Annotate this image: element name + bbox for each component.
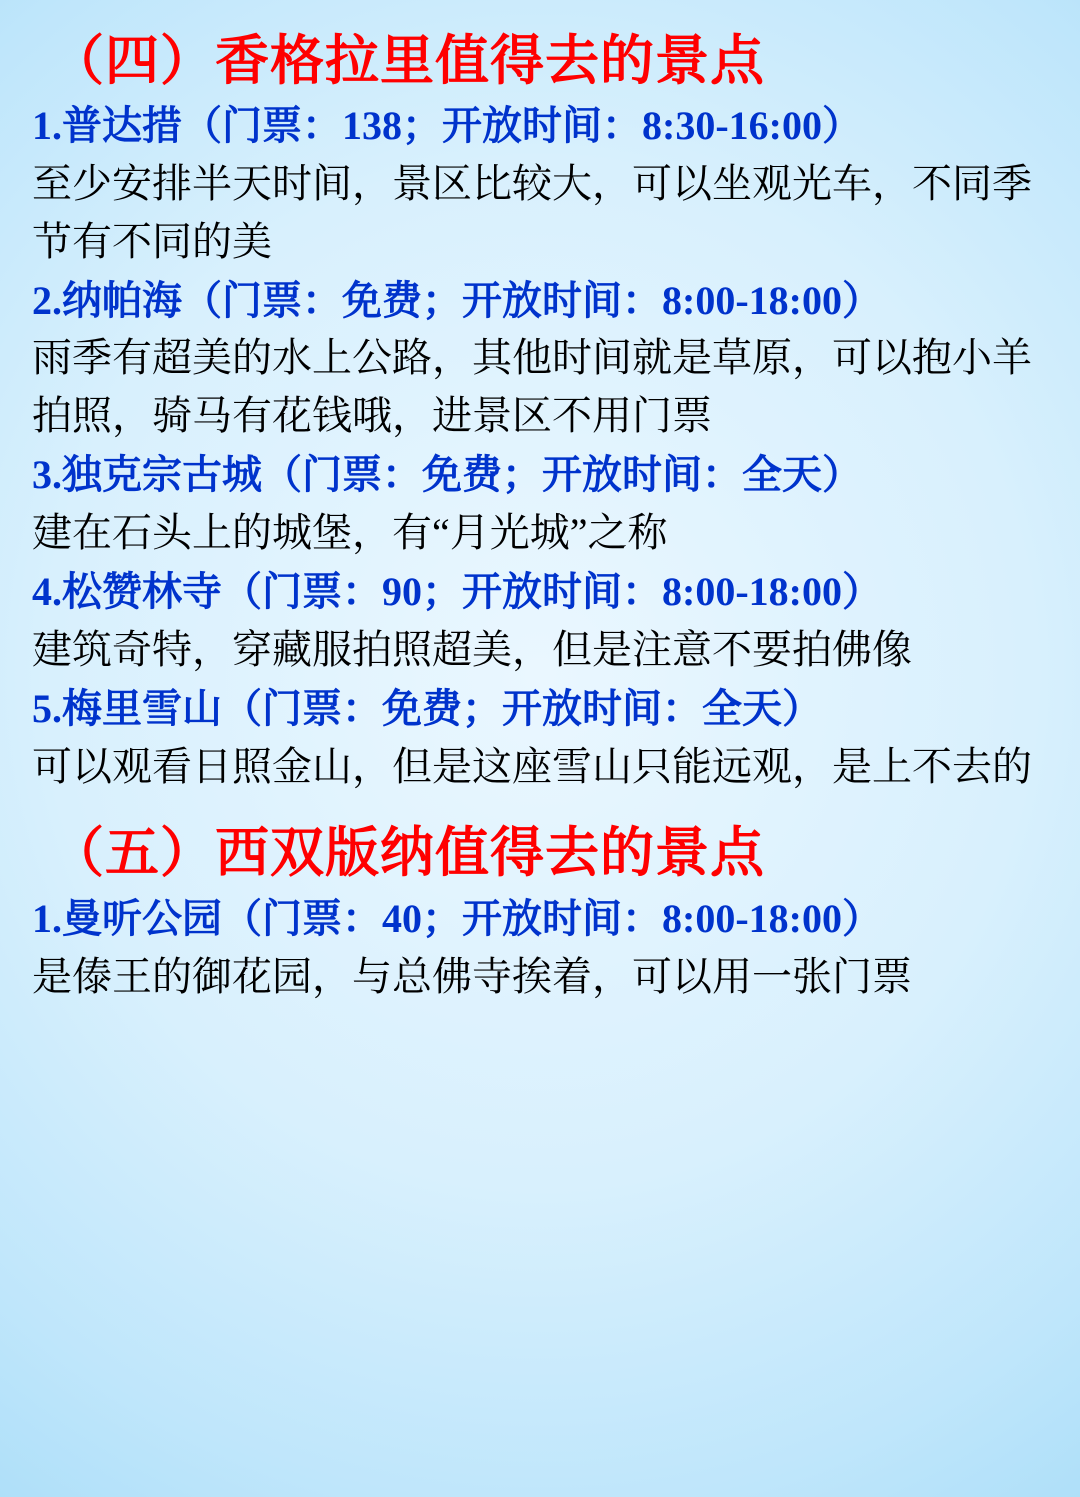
attraction-description: 可以观看日照金山，但是这座雪山只能远观，是上不去的 [32, 743, 1032, 789]
attraction-block [28, 98, 1052, 271]
section-title-five: （五）西双版纳值得去的景点 [50, 822, 765, 883]
attraction-block [28, 891, 1052, 1006]
attraction-heading: 1.曼听公园（门票：40；开放时间：8:00-18:00） [32, 896, 882, 942]
attraction-block [28, 273, 1052, 446]
attraction-block [28, 447, 1052, 562]
attraction-block [28, 681, 1052, 796]
attraction-block [28, 564, 1052, 679]
attraction-heading: 2.纳帕海（门票：免费；开放时间：8:00-18:00） [32, 277, 882, 323]
attraction-description: 建在石头上的城堡，有“月光城”之称 [32, 510, 668, 556]
attraction-description: 雨季有超美的水上公路，其他时间就是草原，可以抱小羊拍照，骑马有花钱哦，进景区不用门票 [32, 335, 1032, 439]
attraction-description: 是傣王的御花园，与总佛寺挨着，可以用一张门票 [32, 954, 912, 1000]
attraction-heading: 3.独克宗古城（门票：免费；开放时间：全天） [32, 452, 862, 498]
attraction-heading: 1.普达措（门票：138；开放时间：8:30-16:00） [32, 102, 862, 148]
attraction-description: 至少安排半天时间，景区比较大，可以坐观光车，不同季节有不同的美 [32, 160, 1032, 264]
attraction-heading: 4.松赞林寺（门票：90；开放时间：8:00-18:00） [32, 569, 882, 615]
section-title-four: （四）香格拉里值得去的景点 [50, 31, 765, 91]
attraction-heading: 5.梅里雪山（门票：免费；开放时间：全天） [32, 685, 822, 731]
attraction-description: 建筑奇特，穿藏服拍照超美，但是注意不要拍佛像 [32, 626, 912, 672]
